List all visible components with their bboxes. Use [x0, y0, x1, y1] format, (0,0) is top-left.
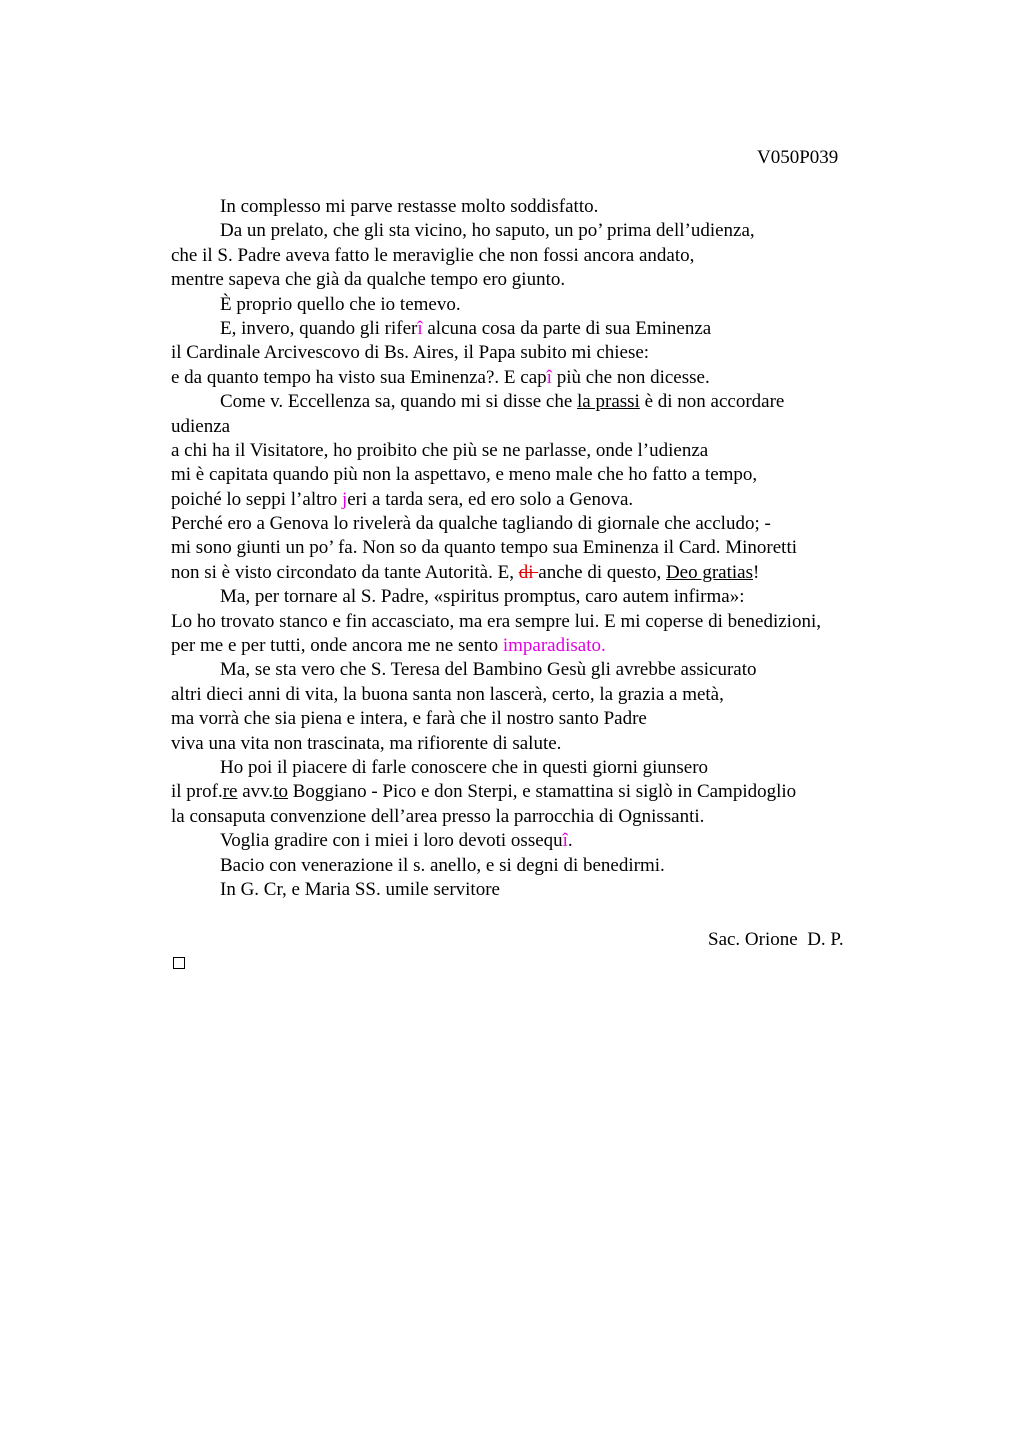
text-line [171, 195, 891, 219]
text-segment: ma vorrà che sia piena e intera, e farà che il nostro santo Padre [171, 708, 647, 730]
underlined-text: to [273, 781, 288, 803]
text-segment: E, invero, quando gli rifer [220, 317, 418, 339]
document-id: V050P039 [757, 147, 839, 168]
text-segment: In complesso mi parve restasse molto soddisfatto. [220, 196, 599, 217]
deleted-text: di [518, 561, 539, 583]
text-segment: la consaputa convenzione dell’area presso la parrocchia di Ognissanti. [171, 805, 705, 827]
text-segment: In G. Cr, e Maria SS. umile servitore [220, 878, 500, 900]
text-line [171, 219, 891, 243]
inserted-text: imparadisato. [502, 635, 606, 657]
text-segment: . [567, 830, 573, 852]
text-segment: alcuna cosa da parte di sua Eminenza [422, 317, 712, 339]
text-segment: a chi ha il Visitatore, ho proibito che più se ne parlasse, onde l’udienza [171, 439, 709, 461]
text-segment: Boggiano - Pico e don Sterpi, e stamattina si siglò in Campidoglio [287, 781, 797, 803]
text-line [171, 390, 891, 414]
text-segment: Come v. Eccellenza sa, quando mi si disse che [220, 391, 578, 413]
text-segment: altri dieci anni di vita, la buona santa non lascerà, certo, la grazia a metà, [171, 683, 724, 705]
text-line [171, 463, 891, 487]
text-line [171, 878, 891, 902]
text-segment: anche di questo, [538, 561, 666, 583]
inserted-text: î [562, 830, 568, 852]
text-segment: eri a tarda sera, ed ero solo a Genova. [347, 488, 634, 510]
text-segment: ! [753, 561, 760, 583]
text-line [171, 683, 891, 707]
text-segment: Ma, per tornare al S. Padre, «spiritus promptus, caro autem infirma»: [220, 586, 745, 608]
text-segment: mi è capitata quando più non la aspettavo, e meno male che ho fatto a tempo, [171, 464, 758, 486]
text-segment: più che non dicesse. [551, 366, 710, 388]
text-line [171, 244, 891, 268]
text-segment: avv. [237, 781, 274, 803]
text-line [171, 317, 891, 341]
text-segment: il Cardinale Arcivescovo di Bs. Aires, il Papa subito mi chiese: [171, 342, 650, 364]
text-segment: che il S. Padre aveva fatto le meraviglie che non fossi ancora andato, [171, 244, 695, 266]
text-line [171, 610, 891, 634]
text-line [171, 634, 891, 658]
text-segment: udienza [171, 415, 231, 437]
text-segment: il prof. [171, 781, 223, 803]
text-segment: Ma, se sta vero che S. Teresa del Bambino Gesù gli avrebbe assicurato [220, 659, 757, 681]
text-segment: Voglia gradire con i miei i loro devoti ossequ [220, 830, 563, 852]
text-segment: per me e per tutti, onde ancora me ne sento [171, 635, 503, 657]
text-line [171, 805, 891, 829]
end-marker-box [173, 957, 185, 969]
text-segment: è di non accordare [639, 391, 785, 413]
text-line [171, 488, 891, 512]
text-line [171, 512, 891, 536]
text-line [171, 732, 891, 756]
inserted-text: î [417, 317, 423, 339]
text-segment: mentre sapeva che già da qualche tempo ero giunto. [171, 269, 566, 291]
text-line [171, 341, 891, 365]
text-line [171, 268, 891, 292]
text-line [171, 293, 891, 317]
signature: Sac. Orione D. P. [708, 929, 844, 950]
text-line [171, 780, 891, 804]
inserted-text: î [546, 366, 552, 388]
text-line [171, 585, 891, 609]
text-line [171, 536, 891, 560]
text-line [171, 707, 891, 731]
text-segment: poiché lo seppi l’altro [171, 488, 342, 510]
text-segment: e da quanto tempo ha visto sua Eminenza?. E cap [171, 366, 547, 388]
text-line [171, 658, 891, 682]
inserted-text: j [341, 488, 348, 510]
underlined-text: re [222, 781, 238, 803]
text-segment: È proprio quello che io temevo. [220, 293, 461, 315]
text-segment: non si è visto circondato da tante Autorità. E, [171, 561, 519, 583]
text-line [171, 366, 891, 390]
text-line [171, 756, 891, 780]
text-segment: Perché ero a Genova lo rivelerà da qualche tagliando di giornale che accludo; - [171, 513, 771, 535]
text-segment: Bacio con venerazione il s. anello, e si degni di benedirmi. [220, 854, 665, 876]
text-segment: mi sono giunti un po’ fa. Non so da quanto tempo sua Eminenza il Card. Minoretti [171, 537, 798, 559]
text-line [171, 854, 891, 878]
text-line [171, 439, 891, 463]
text-line [171, 561, 891, 585]
text-segment: Lo ho trovato stanco e fin accasciato, ma era sempre lui. E mi coperse di benedizioni, [171, 610, 821, 632]
text-segment: viva una vita non trascinata, ma rifiorente di salute. [171, 732, 562, 754]
letter-body [171, 195, 891, 902]
text-line [171, 415, 891, 439]
underlined-text: Deo gratias [665, 561, 754, 583]
text-segment: Ho poi il piacere di farle conoscere che in questi giorni giunsero [220, 756, 709, 778]
underlined-text: la prassi [577, 391, 640, 413]
text-line [171, 829, 891, 853]
text-segment: Da un prelato, che gli sta vicino, ho saputo, un po’ prima dell’udienza, [220, 220, 755, 242]
